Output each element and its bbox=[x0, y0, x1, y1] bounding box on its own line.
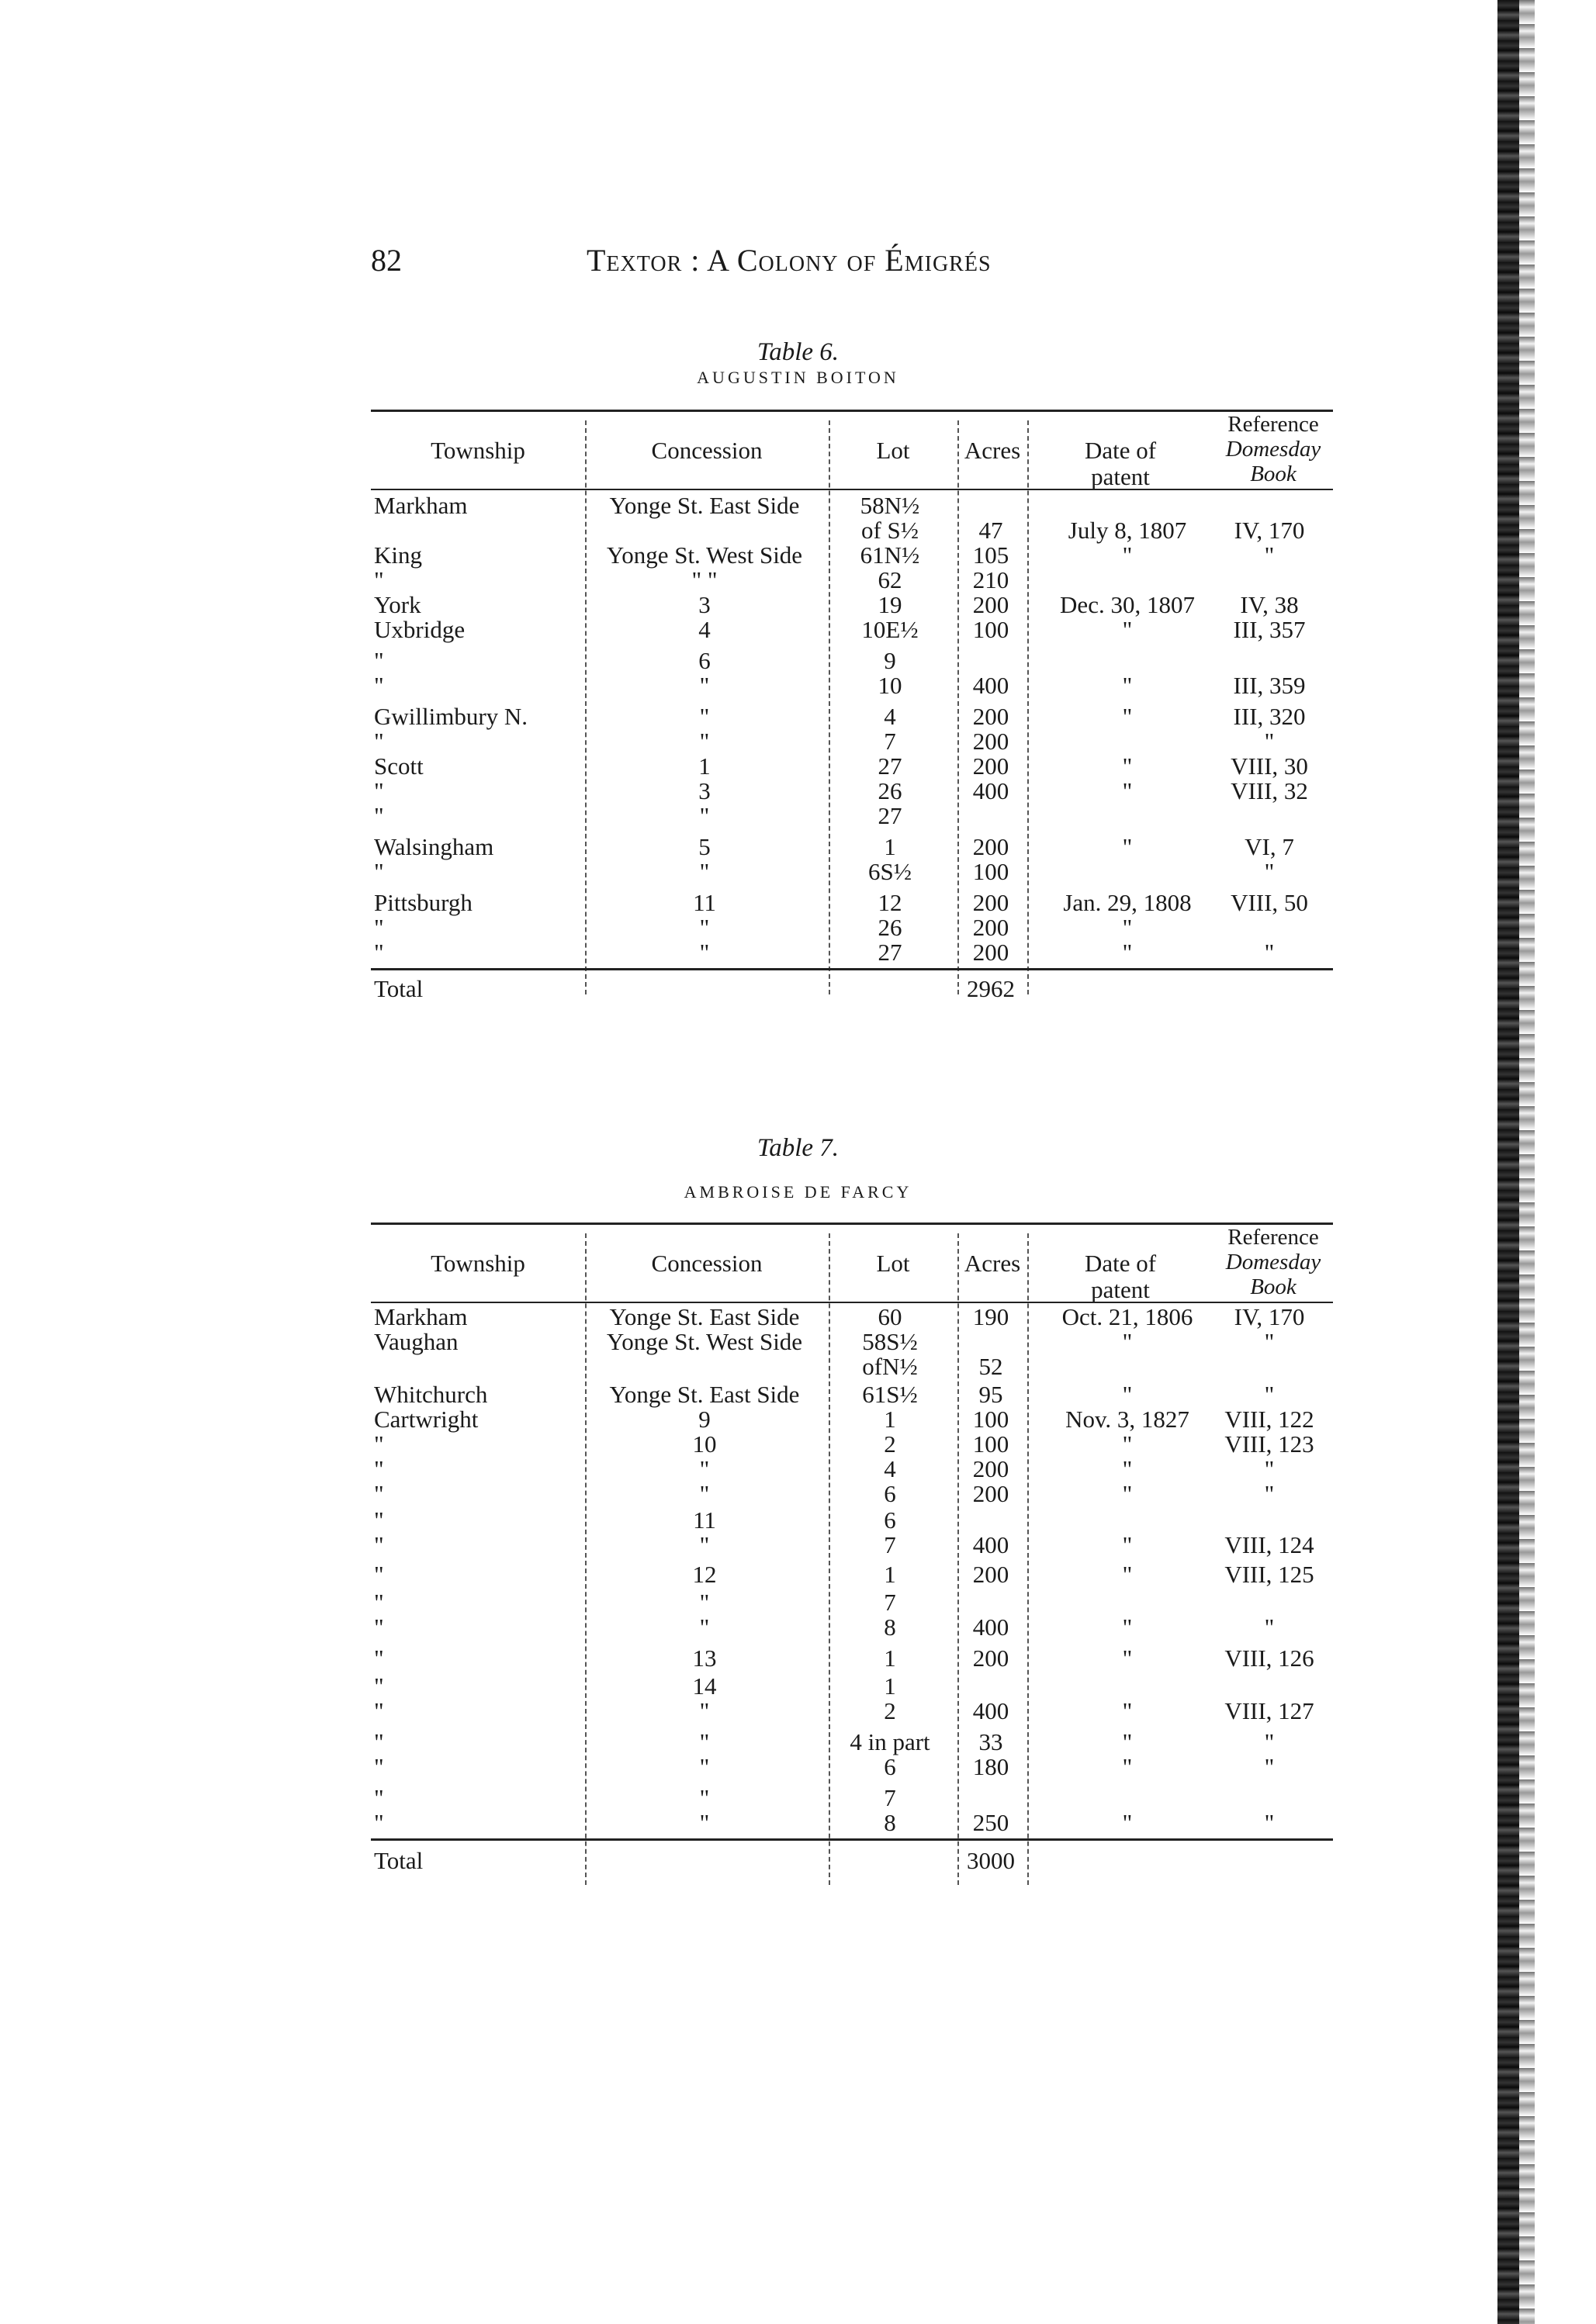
cell-concession: " bbox=[699, 1613, 710, 1641]
table-row bbox=[371, 1810, 1333, 1835]
cell-lot: 6 bbox=[884, 1480, 896, 1507]
table-row bbox=[371, 493, 1333, 518]
cell-township: Vaughan bbox=[374, 1328, 459, 1355]
table6-subtitle: AUGUSTIN BOITON bbox=[697, 368, 899, 387]
table6-total-row bbox=[371, 976, 1333, 1002]
page-number: 82 bbox=[371, 243, 402, 278]
cell-lot: 7 bbox=[884, 1531, 896, 1558]
cell-lot: 7 bbox=[884, 1784, 896, 1811]
cell-date: " bbox=[1122, 1480, 1133, 1507]
header-date-of: Date of bbox=[1084, 1250, 1157, 1277]
cell-township: Cartwright bbox=[374, 1406, 479, 1433]
cell-lot: 26 bbox=[878, 914, 902, 941]
cell-lot: 8 bbox=[884, 1809, 896, 1836]
cell-lot: 12 bbox=[878, 889, 902, 916]
cell-concession: 4 bbox=[698, 616, 711, 643]
cell-reference: VIII, 124 bbox=[1224, 1531, 1314, 1558]
cell-acres: 100 bbox=[972, 858, 1009, 885]
table6-caption: Table 6. bbox=[756, 338, 840, 366]
cell-acres: 210 bbox=[972, 566, 1009, 593]
cell-township: " bbox=[374, 1728, 384, 1755]
cell-concession: Yonge St. West Side bbox=[606, 1328, 803, 1355]
cell-date: July 8, 1807 bbox=[1068, 517, 1187, 544]
cell-reference: VI, 7 bbox=[1245, 833, 1294, 860]
cell-township: " bbox=[374, 777, 384, 804]
cell-acres: 400 bbox=[972, 777, 1009, 804]
cell-concession: 1 bbox=[698, 752, 711, 780]
cell-township: " bbox=[374, 1644, 384, 1672]
cell-township: " bbox=[374, 566, 384, 593]
cell-reference: " bbox=[1264, 1455, 1275, 1482]
cell-acres: 200 bbox=[972, 833, 1009, 860]
table-row bbox=[371, 729, 1333, 754]
table6 bbox=[371, 406, 1333, 1019]
cell-reference: III, 320 bbox=[1233, 703, 1306, 730]
cell-concession: " bbox=[699, 1697, 710, 1724]
cell-acres: 400 bbox=[972, 1531, 1009, 1558]
cell-township: " bbox=[374, 1809, 384, 1836]
cell-concession: 12 bbox=[692, 1561, 717, 1588]
cell-township: " bbox=[374, 1455, 384, 1482]
cell-lot: 8 bbox=[884, 1613, 896, 1641]
cell-reference: IV, 170 bbox=[1234, 1303, 1305, 1330]
table-row bbox=[371, 1407, 1333, 1432]
header-lot: Lot bbox=[876, 1250, 910, 1277]
cell-concession: " bbox=[699, 914, 710, 941]
cell-township: " bbox=[374, 1672, 384, 1700]
cell-township: Walsingham bbox=[374, 833, 494, 860]
cell-acres: 200 bbox=[972, 1480, 1009, 1507]
cell-lot: 7 bbox=[884, 728, 896, 755]
cell-lot: 2 bbox=[884, 1697, 896, 1724]
cell-reference: VIII, 122 bbox=[1224, 1406, 1314, 1433]
cell-township: " bbox=[374, 1430, 384, 1458]
table-row bbox=[371, 940, 1333, 965]
table-row bbox=[371, 543, 1333, 568]
cell-lot: 1 bbox=[884, 1644, 896, 1672]
cell-township: Scott bbox=[374, 752, 424, 780]
cell-acres: 190 bbox=[972, 1303, 1009, 1330]
header-township: Township bbox=[431, 1250, 525, 1277]
table-row bbox=[371, 1354, 1333, 1379]
table-row bbox=[371, 1562, 1333, 1587]
cell-date: " bbox=[1122, 616, 1133, 643]
table6-top-rule bbox=[371, 410, 1333, 412]
header-book bbox=[1213, 461, 1333, 487]
table-row bbox=[371, 1590, 1333, 1615]
cell-township: " bbox=[374, 1531, 384, 1558]
cell-lot: 26 bbox=[878, 777, 902, 804]
cell-acres: 400 bbox=[972, 1613, 1009, 1641]
cell-lot: 10 bbox=[878, 672, 902, 699]
table-row bbox=[371, 859, 1333, 884]
total-acres: 2962 bbox=[967, 975, 1015, 1002]
header-township: Township bbox=[431, 437, 525, 464]
table-row bbox=[371, 1699, 1333, 1724]
cell-acres: 200 bbox=[972, 1644, 1009, 1672]
cell-lot: 2 bbox=[884, 1430, 896, 1458]
cell-concession: " bbox=[699, 1455, 710, 1482]
cell-acres: 105 bbox=[972, 541, 1009, 569]
cell-date: " bbox=[1122, 703, 1133, 730]
cell-township: " bbox=[374, 1506, 384, 1534]
cell-acres: 95 bbox=[978, 1381, 1003, 1408]
cell-township: " bbox=[374, 728, 384, 755]
cell-township: Markham bbox=[374, 492, 468, 519]
cell-concession: 3 bbox=[698, 777, 711, 804]
cell-acres: 33 bbox=[978, 1728, 1003, 1755]
cell-concession: " bbox=[699, 672, 710, 699]
table-row bbox=[371, 648, 1333, 673]
table-row bbox=[371, 1382, 1333, 1407]
cell-concession: 14 bbox=[692, 1672, 717, 1700]
table7-caption: Table 7. bbox=[756, 1134, 840, 1162]
page-header bbox=[371, 242, 1333, 289]
cell-concession: " bbox=[699, 703, 710, 730]
cell-township: King bbox=[374, 541, 422, 569]
cell-township: " bbox=[374, 1561, 384, 1588]
cell-date: " bbox=[1122, 1728, 1133, 1755]
cell-township: Gwillimbury N. bbox=[374, 703, 528, 730]
cell-date: " bbox=[1122, 1613, 1133, 1641]
cell-lot: 6 bbox=[884, 1753, 896, 1780]
cell-date: " bbox=[1122, 939, 1133, 966]
cell-lot: 4 in part bbox=[850, 1728, 930, 1755]
cell-lot: 61N½ bbox=[860, 541, 920, 569]
cell-concession: " bbox=[699, 858, 710, 885]
table7-total-row bbox=[371, 1848, 1333, 1874]
cell-concession: " bbox=[699, 1753, 710, 1780]
cell-township: York bbox=[374, 591, 421, 618]
cell-acres: 200 bbox=[972, 1561, 1009, 1588]
cell-date: " bbox=[1122, 1381, 1133, 1408]
table6-total-rule bbox=[371, 968, 1333, 970]
table7-subtitle: AMBROISE DE FARCY bbox=[684, 1182, 912, 1202]
cell-acres: 52 bbox=[978, 1353, 1003, 1380]
cell-concession: " bbox=[699, 728, 710, 755]
cell-lot: 1 bbox=[884, 1672, 896, 1700]
cell-township: " bbox=[374, 1753, 384, 1780]
cell-lot: 27 bbox=[878, 752, 902, 780]
table-row bbox=[371, 891, 1333, 915]
table6-header-rule bbox=[371, 489, 1333, 490]
table-row bbox=[371, 1533, 1333, 1558]
cell-township: Whitchurch bbox=[374, 1381, 488, 1408]
cell-acres: 200 bbox=[972, 889, 1009, 916]
cell-lot: 7 bbox=[884, 1589, 896, 1616]
header-patent: patent bbox=[1091, 463, 1150, 490]
cell-acres: 100 bbox=[972, 616, 1009, 643]
cell-date: Oct. 21, 1806 bbox=[1061, 1303, 1193, 1330]
table-row bbox=[371, 568, 1333, 593]
cell-concession: " bbox=[699, 1784, 710, 1811]
cell-concession: " bbox=[699, 1480, 710, 1507]
header-book bbox=[1213, 1274, 1333, 1300]
cell-date: " bbox=[1122, 1697, 1133, 1724]
cell-concession: " bbox=[699, 1531, 710, 1558]
cell-acres: 180 bbox=[972, 1753, 1009, 1780]
cell-reference: " bbox=[1264, 1328, 1275, 1355]
cell-reference: VIII, 126 bbox=[1224, 1644, 1314, 1672]
cell-reference: " bbox=[1264, 1753, 1275, 1780]
header-book-text: Book bbox=[1250, 1274, 1297, 1299]
cell-reference: IV, 38 bbox=[1240, 591, 1299, 618]
cell-concession: 3 bbox=[698, 591, 711, 618]
table-row bbox=[371, 1305, 1333, 1330]
header-concession: Concession bbox=[651, 1250, 763, 1277]
cell-lot: 58S½ bbox=[862, 1328, 918, 1355]
table-row bbox=[371, 1457, 1333, 1482]
header-book-text: Book bbox=[1250, 462, 1297, 486]
total-label: Total bbox=[374, 1847, 424, 1874]
table-row bbox=[371, 779, 1333, 804]
cell-acres: 47 bbox=[978, 517, 1003, 544]
cell-concession: " bbox=[699, 1728, 710, 1755]
cell-concession: " bbox=[699, 1809, 710, 1836]
cell-lot: 61S½ bbox=[862, 1381, 918, 1408]
cell-township: " bbox=[374, 802, 384, 829]
cell-date: " bbox=[1122, 914, 1133, 941]
cell-township: " bbox=[374, 1589, 384, 1616]
table-row bbox=[371, 704, 1333, 729]
cell-concession: 11 bbox=[693, 889, 716, 916]
cell-concession: 13 bbox=[692, 1644, 717, 1672]
cell-acres: 200 bbox=[972, 752, 1009, 780]
cell-concession: 6 bbox=[698, 647, 711, 674]
cell-date: " bbox=[1122, 777, 1133, 804]
cell-township: " bbox=[374, 1613, 384, 1641]
cell-date: " bbox=[1122, 1644, 1133, 1672]
cell-acres: 200 bbox=[972, 728, 1009, 755]
cell-reference: VIII, 125 bbox=[1224, 1561, 1314, 1588]
cell-date: " bbox=[1122, 1328, 1133, 1355]
running-title: Textor : A Colony of Émigrés bbox=[587, 243, 992, 278]
cell-reference: " bbox=[1264, 1381, 1275, 1408]
cell-date: Jan. 29, 1808 bbox=[1063, 889, 1192, 916]
cell-reference: " bbox=[1264, 1480, 1275, 1507]
cell-concession: Yonge St. East Side bbox=[609, 492, 800, 519]
header-domesday-text: Domesday bbox=[1225, 437, 1321, 462]
cell-date: " bbox=[1122, 1753, 1133, 1780]
cell-acres: 400 bbox=[972, 672, 1009, 699]
cell-lot: of S½ bbox=[860, 517, 919, 544]
cell-lot: ofN½ bbox=[862, 1353, 918, 1380]
total-label: Total bbox=[374, 975, 424, 1002]
header-acres: Acres bbox=[964, 1250, 1021, 1277]
cell-township: Markham bbox=[374, 1303, 468, 1330]
cell-lot: 27 bbox=[878, 802, 902, 829]
cell-concession: 9 bbox=[698, 1406, 711, 1433]
cell-concession: " bbox=[699, 1589, 710, 1616]
cell-township: " bbox=[374, 858, 384, 885]
cell-lot: 6 bbox=[884, 1506, 896, 1534]
cell-lot: 1 bbox=[884, 1406, 896, 1433]
cell-lot: 58N½ bbox=[860, 492, 920, 519]
cell-reference: " bbox=[1264, 1613, 1275, 1641]
table-row bbox=[371, 1508, 1333, 1533]
cell-lot: 4 bbox=[884, 703, 896, 730]
table-row bbox=[371, 1482, 1333, 1506]
cell-lot: 19 bbox=[878, 591, 902, 618]
cell-reference: " bbox=[1264, 1728, 1275, 1755]
table7 bbox=[371, 1219, 1333, 1902]
table-row bbox=[371, 835, 1333, 859]
cell-township: " bbox=[374, 1784, 384, 1811]
header-reference: Reference bbox=[1227, 1225, 1319, 1250]
table-row bbox=[371, 1755, 1333, 1779]
cell-township: " bbox=[374, 914, 384, 941]
cell-acres: 100 bbox=[972, 1430, 1009, 1458]
table-row bbox=[371, 673, 1333, 698]
cell-township: " bbox=[374, 1480, 384, 1507]
cell-reference: IV, 170 bbox=[1234, 517, 1305, 544]
cell-reference: VIII, 127 bbox=[1224, 1697, 1314, 1724]
cell-reference: III, 357 bbox=[1233, 616, 1306, 643]
table-row bbox=[371, 518, 1333, 543]
cell-acres: 200 bbox=[972, 591, 1009, 618]
header-lot: Lot bbox=[876, 437, 910, 464]
cell-date: " bbox=[1122, 1809, 1133, 1836]
total-acres: 3000 bbox=[967, 1847, 1015, 1874]
cell-date: " bbox=[1122, 1455, 1133, 1482]
cell-date: " bbox=[1122, 752, 1133, 780]
table-row bbox=[371, 1786, 1333, 1810]
cell-reference: III, 359 bbox=[1233, 672, 1306, 699]
cell-lot: 6S½ bbox=[868, 858, 912, 885]
cell-lot: 62 bbox=[878, 566, 902, 593]
cell-concession: Yonge St. East Side bbox=[609, 1381, 800, 1408]
header-reference: Reference bbox=[1227, 412, 1319, 437]
table-row bbox=[371, 915, 1333, 940]
cell-acres: 200 bbox=[972, 914, 1009, 941]
cell-date: " bbox=[1122, 672, 1133, 699]
cell-township: " bbox=[374, 647, 384, 674]
table-row bbox=[371, 1674, 1333, 1699]
cell-township: " bbox=[374, 1697, 384, 1724]
cell-reference: " bbox=[1264, 728, 1275, 755]
table-row bbox=[371, 1615, 1333, 1640]
cell-acres: 200 bbox=[972, 703, 1009, 730]
cell-date: " bbox=[1122, 1430, 1133, 1458]
cell-concession: Yonge St. East Side bbox=[609, 1303, 800, 1330]
cell-concession: " " bbox=[691, 566, 718, 593]
table-row bbox=[371, 1646, 1333, 1671]
cell-acres: 400 bbox=[972, 1697, 1009, 1724]
cell-reference: VIII, 123 bbox=[1224, 1430, 1314, 1458]
header-domesday bbox=[1213, 1249, 1333, 1275]
header-patent: patent bbox=[1091, 1276, 1150, 1303]
header-domesday-text: Domesday bbox=[1225, 1250, 1321, 1274]
cell-lot: 10E½ bbox=[861, 616, 919, 643]
cell-date: " bbox=[1122, 1561, 1133, 1588]
cell-lot: 60 bbox=[878, 1303, 902, 1330]
cell-date: " bbox=[1122, 541, 1133, 569]
cell-lot: 4 bbox=[884, 1455, 896, 1482]
cell-reference: VIII, 30 bbox=[1231, 752, 1308, 780]
cell-concession: " bbox=[699, 939, 710, 966]
header-acres: Acres bbox=[964, 437, 1021, 464]
table-row bbox=[371, 754, 1333, 779]
cell-concession: 11 bbox=[693, 1506, 716, 1534]
cell-date: " bbox=[1122, 1531, 1133, 1558]
cell-reference: " bbox=[1264, 939, 1275, 966]
cell-township: Uxbridge bbox=[374, 616, 466, 643]
table-row bbox=[371, 1330, 1333, 1354]
header-date-of: Date of bbox=[1084, 437, 1157, 464]
cell-reference: VIII, 50 bbox=[1231, 889, 1308, 916]
cell-acres: 250 bbox=[972, 1809, 1009, 1836]
cell-lot: 1 bbox=[884, 833, 896, 860]
table-row bbox=[371, 593, 1333, 617]
table-row bbox=[371, 617, 1333, 642]
cell-acres: 200 bbox=[972, 1455, 1009, 1482]
cell-concession: 5 bbox=[698, 833, 711, 860]
table-row bbox=[371, 1432, 1333, 1457]
header-domesday bbox=[1213, 436, 1333, 462]
cell-date: Nov. 3, 1827 bbox=[1065, 1406, 1189, 1433]
cell-concession: 10 bbox=[692, 1430, 717, 1458]
table-row bbox=[371, 1730, 1333, 1755]
cell-concession: " bbox=[699, 802, 710, 829]
header-concession: Concession bbox=[651, 437, 763, 464]
cell-date: Dec. 30, 1807 bbox=[1060, 591, 1195, 618]
cell-reference: VIII, 32 bbox=[1231, 777, 1308, 804]
table-row bbox=[371, 804, 1333, 828]
cell-reference: " bbox=[1264, 1809, 1275, 1836]
table7-top-rule bbox=[371, 1223, 1333, 1225]
cell-acres: 200 bbox=[972, 939, 1009, 966]
cell-township: Pittsburgh bbox=[374, 889, 473, 916]
cell-acres: 100 bbox=[972, 1406, 1009, 1433]
cell-date: " bbox=[1122, 833, 1133, 860]
cell-township: " bbox=[374, 672, 384, 699]
cell-lot: 1 bbox=[884, 1561, 896, 1588]
table7-total-rule bbox=[371, 1838, 1333, 1841]
cell-lot: 9 bbox=[884, 647, 896, 674]
cell-reference: " bbox=[1264, 858, 1275, 885]
cell-lot: 27 bbox=[878, 939, 902, 966]
cell-concession: Yonge St. West Side bbox=[606, 541, 803, 569]
cell-reference: " bbox=[1264, 541, 1275, 569]
cell-township: " bbox=[374, 939, 384, 966]
